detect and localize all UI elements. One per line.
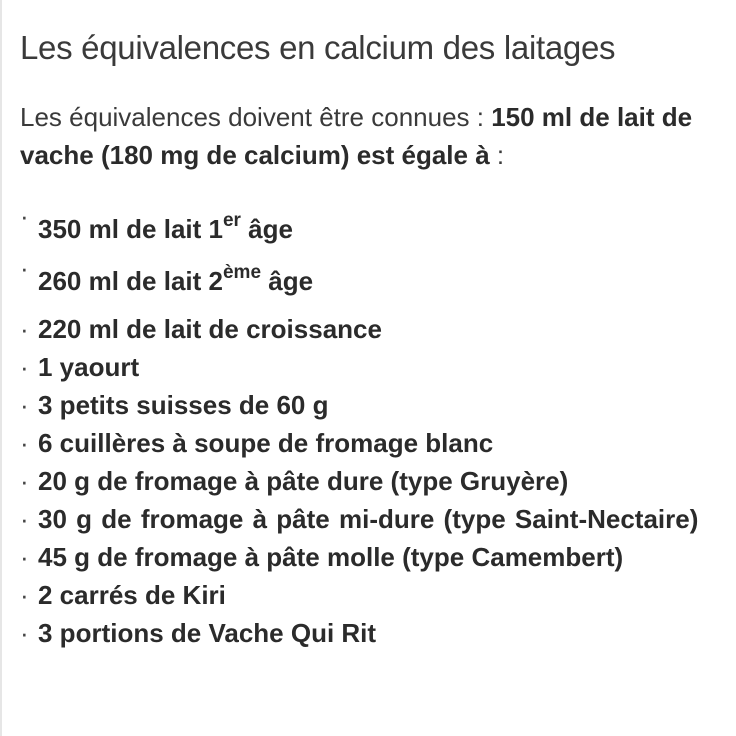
list-item (20, 576, 724, 614)
bullet-dot: · (20, 428, 29, 458)
list-item (20, 538, 724, 576)
item-text-part: âge (261, 266, 314, 296)
intro-colon: : (489, 140, 505, 170)
bullet-dot: · (20, 201, 29, 231)
list-item-text: 20 g de fromage à pâte dure (type Gruyère) (38, 466, 569, 496)
list-item-text: 45 g de fromage à pâte molle (type Camembert) (38, 542, 624, 572)
list-item (20, 348, 724, 386)
article-content (20, 26, 724, 652)
list-item (20, 424, 724, 462)
list-item (20, 253, 724, 310)
bullet-dot: · (20, 253, 29, 283)
bullet-dot: · (20, 542, 29, 572)
item-text-part: 260 ml de lait 2 (38, 266, 223, 296)
list-item-text: 30 g de fromage à pâte mi-dure (type Saint-Nectaire) (38, 504, 699, 534)
bullet-dot: · (20, 504, 29, 534)
list-item-text: 3 petits suisses de 60 g (38, 390, 329, 420)
intro-paragraph (20, 98, 724, 174)
page-left-border (0, 0, 2, 736)
bullet-dot: · (20, 466, 29, 496)
item-text-part: âge (240, 214, 293, 244)
list-item (20, 500, 724, 538)
list-item (20, 310, 724, 348)
page-title: Les équivalences en calcium des laitages (20, 29, 616, 66)
list-item (20, 462, 724, 500)
intro-bold-text: 150 ml de lait de vache (180 mg de calcium) est égale à (20, 102, 693, 170)
bullet-dot: · (20, 352, 29, 382)
bullet-dot: · (20, 314, 29, 344)
list-item (20, 386, 724, 424)
list-item (20, 614, 724, 652)
list-item-text: 2 carrés de Kiri (38, 580, 226, 610)
item-text-part: 350 ml de lait 1 (38, 214, 223, 244)
ordinal-superscript: er (222, 210, 241, 232)
equivalence-list (20, 201, 724, 652)
list-item (20, 201, 724, 258)
list-item-text: 1 yaourt (38, 352, 140, 382)
bullet-dot: · (20, 390, 29, 420)
ordinal-superscript: ème (222, 262, 262, 284)
intro-text: Les équivalences doivent être connues : (20, 102, 492, 132)
bullet-dot: · (20, 618, 29, 648)
list-item-text (38, 258, 724, 304)
bullet-dot: · (20, 580, 29, 610)
list-item-text (38, 206, 724, 252)
list-item-text: 6 cuillères à soupe de fromage blanc (38, 428, 494, 458)
list-item-text: 220 ml de lait de croissance (38, 314, 382, 344)
list-item-text: 3 portions de Vache Qui Rit (38, 618, 377, 648)
